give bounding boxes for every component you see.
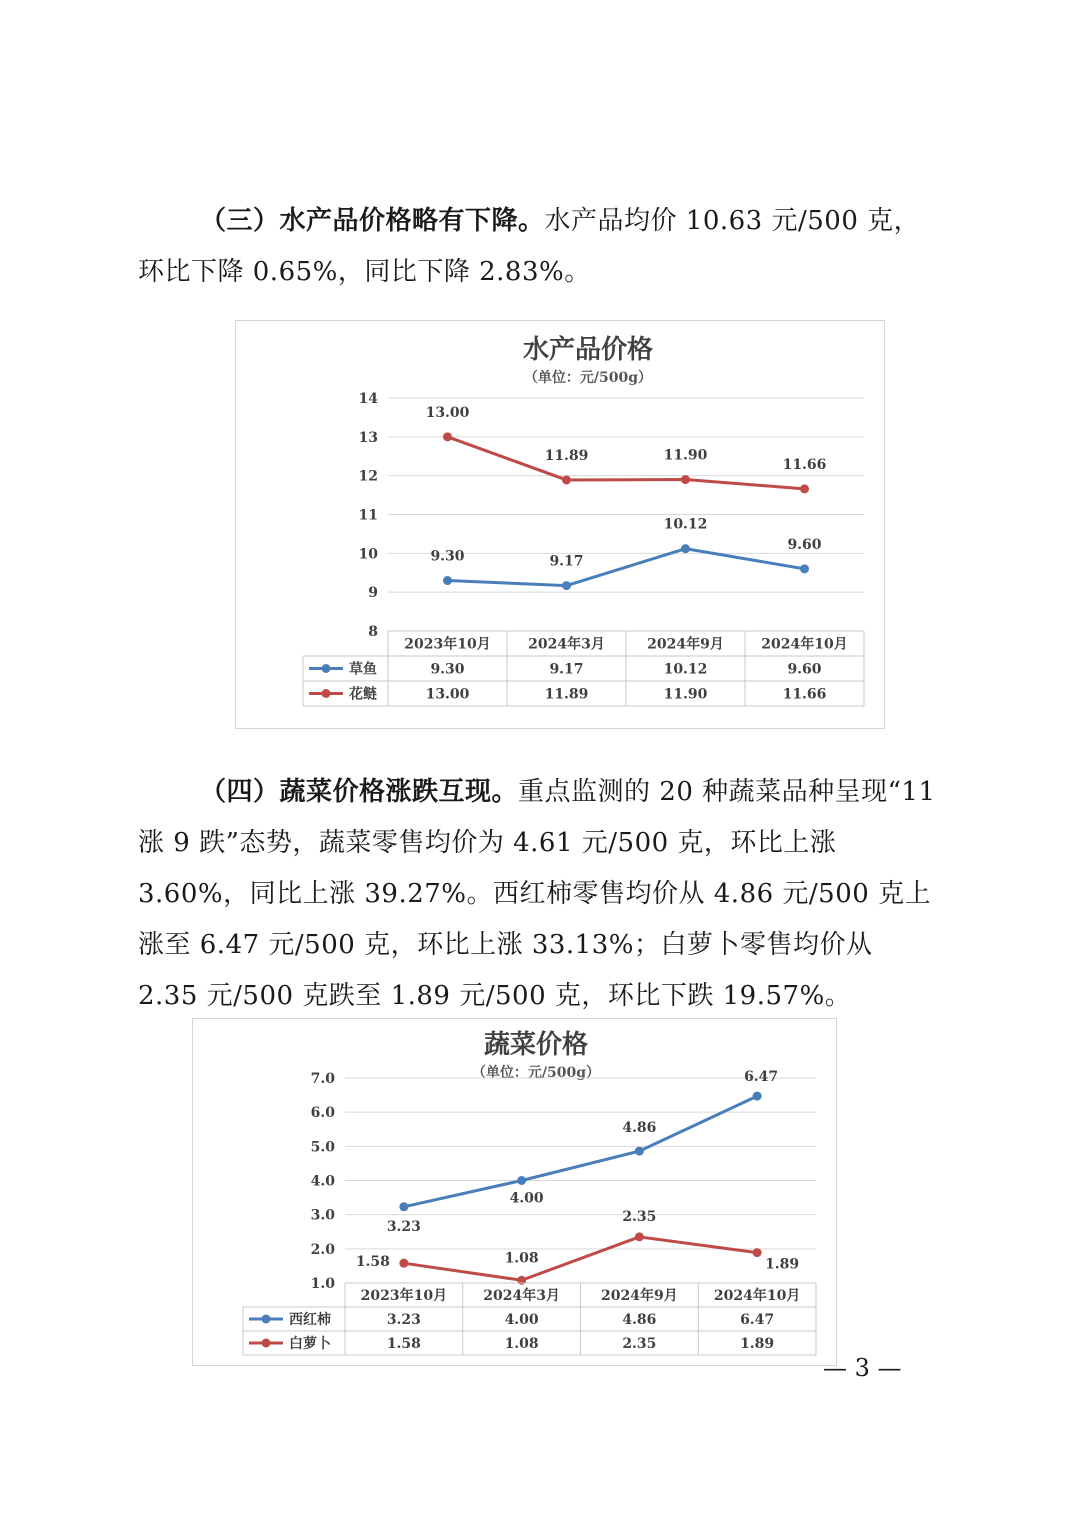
category-label: 2024年3月 [528,636,605,653]
category-label: 2024年3月 [483,1288,560,1304]
section-4-paragraph [138,767,938,1022]
legend-marker-icon [322,689,331,698]
table-cell: 4.00 [504,1312,539,1328]
data-point [635,1232,644,1241]
data-label: 9.30 [430,548,465,565]
table-cell: 2.35 [622,1336,657,1352]
aquatic-price-chart [235,320,885,729]
table-cell: 3.23 [386,1312,421,1328]
table-cell: 4.86 [622,1312,657,1328]
table-cell: 1.89 [740,1336,775,1352]
y-tick-label: 9 [368,585,378,602]
category-label: 2024年9月 [601,1288,678,1304]
data-label: 13.00 [425,404,470,421]
vegetable-price-chart [192,1018,837,1366]
section-4-text: 重点监测的 20 种蔬菜品种呈现“11 涨 9 跌”态势，蔬菜零售均价为 4.61 元/500 克，环比上涨 3.60%，同比上涨 39.27%。西红柿零售均价从 4.86 元/500 克上涨至 6.47 元/500 克，环比上涨 33.13%；白萝卜零售均价从 2.35 元/500 克跌至 1.89 元/500 克，环比下跌 19.57%。 [138,777,936,1011]
data-label: 6.47 [744,1069,779,1086]
data-label: 3.23 [386,1218,421,1235]
table-cell: 11.66 [782,686,827,703]
data-label: 9.60 [787,536,822,553]
table-cell: 11.89 [544,686,589,703]
data-point [681,475,690,484]
series-line-0 [448,549,805,586]
data-point [562,581,571,590]
data-point [399,1259,408,1268]
table-cell: 9.60 [787,661,822,678]
data-label: 11.90 [663,447,708,464]
legend-series-name: 西红柿 [289,1312,331,1328]
data-label: 10.12 [663,516,708,533]
aquatic-price-chart-svg [236,321,884,728]
legend-series-name: 草鱼 [349,661,377,678]
table-cell: 1.08 [504,1336,539,1352]
chart-title: 水产品价格 [522,335,654,365]
data-point [800,564,809,573]
data-label: 4.86 [622,1120,657,1137]
series-line-1 [404,1237,757,1280]
y-tick-label: 13 [358,429,378,446]
data-point [517,1176,526,1185]
section-3-paragraph [138,196,938,298]
chart-subtitle: （单位：元/500g） [523,370,653,386]
data-label: 2.35 [622,1208,657,1225]
data-label: 1.89 [765,1256,800,1273]
legend-series-name: 白萝卜 [289,1336,331,1352]
y-tick-label: 12 [358,468,378,485]
y-tick-label: 5.0 [310,1139,335,1156]
legend-series-name: 花鲢 [349,686,377,703]
legend-marker-icon [262,1315,271,1324]
table-cell: 11.90 [663,686,708,703]
data-label: 1.58 [355,1254,390,1271]
vegetable-price-chart-svg [193,1019,836,1365]
category-label: 2024年9月 [647,636,724,653]
data-point [562,475,571,484]
data-label: 9.17 [549,553,584,570]
legend-marker-icon [262,1339,271,1348]
data-point [753,1248,762,1257]
category-label: 2023年10月 [360,1288,448,1304]
y-tick-label: 4.0 [310,1173,335,1190]
y-tick-label: 11 [358,507,378,524]
series-line-0 [404,1096,757,1207]
y-tick-label: 7.0 [310,1071,335,1087]
table-cell: 10.12 [663,661,708,678]
data-label: 11.66 [782,456,827,473]
data-label: 11.89 [544,447,589,464]
table-cell: 9.30 [430,661,465,678]
legend-marker-icon [322,664,331,673]
data-label: 4.00 [509,1190,544,1207]
data-point [443,576,452,585]
y-tick-label: 6.0 [310,1105,335,1122]
section-3-lead: （三）水产品价格略有下降。 [200,206,545,236]
data-point [635,1147,644,1156]
section-4-lead: （四）蔬菜价格涨跌互现。 [200,777,519,807]
y-tick-label: 2.0 [310,1241,335,1258]
data-point [399,1202,408,1211]
section-3-text: 水产品均价 10.63 元/500 克，环比下降 0.65%，同比下降 2.83%。 [138,206,921,287]
y-tick-label: 10 [358,546,378,563]
y-tick-label: 14 [358,391,378,407]
data-point [800,484,809,493]
data-point [681,544,690,553]
table-cell: 1.58 [386,1336,421,1352]
data-point [753,1092,762,1101]
page-number: — 3 — [823,1354,902,1382]
series-line-1 [448,437,805,489]
table-cell: 9.17 [549,661,584,678]
category-label: 2024年10月 [761,636,848,653]
y-tick-label: 8 [368,624,378,640]
chart-title: 蔬菜价格 [483,1030,589,1060]
y-tick-label: 1.0 [310,1276,335,1292]
category-label: 2023年10月 [404,636,491,653]
table-cell: 13.00 [425,686,470,703]
category-label: 2024年10月 [713,1288,801,1304]
y-tick-label: 3.0 [310,1207,335,1224]
data-point [443,432,452,441]
data-label: 1.08 [504,1250,539,1267]
table-cell: 6.47 [740,1312,775,1328]
chart-subtitle: （单位：元/500g） [471,1065,601,1081]
